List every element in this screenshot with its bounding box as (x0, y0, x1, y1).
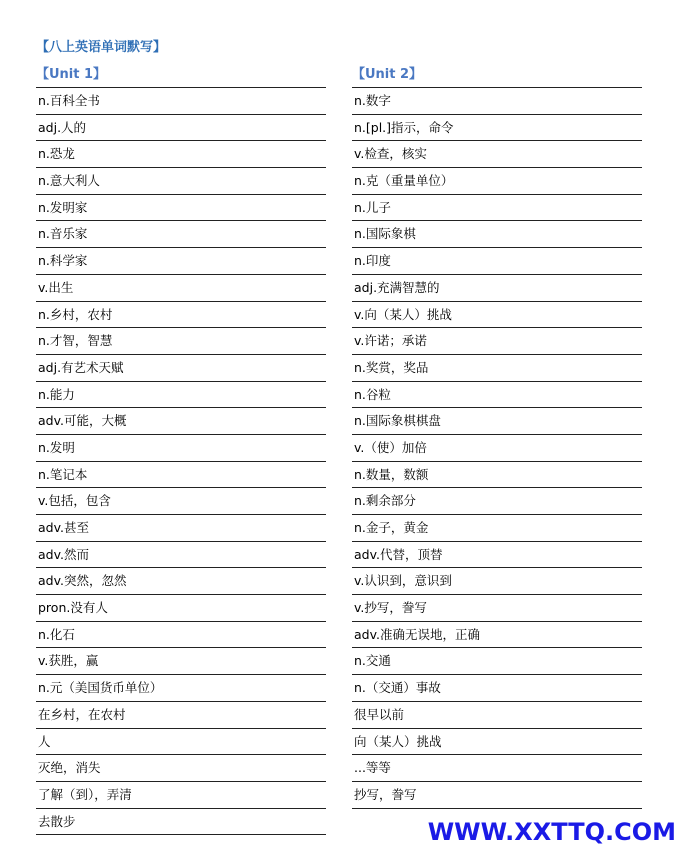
unit-2-item: v.向（某人）挑战 (352, 302, 642, 329)
unit-2-item: adj.充满智慧的 (352, 275, 642, 302)
unit-1-item: n.音乐家 (36, 221, 326, 248)
unit-1-item: adv.然而 (36, 542, 326, 569)
unit-1-item: n.笔记本 (36, 462, 326, 489)
site-watermark: WWW.XXTTQ.COM (427, 818, 676, 846)
unit-2-item: n.数量，数额 (352, 462, 642, 489)
unit-2-item: n.剩余部分 (352, 488, 642, 515)
unit-1-item: n.恐龙 (36, 141, 326, 168)
unit-1-header: 【Unit 1】 (36, 62, 326, 88)
unit-2-item: v.许诺；承诺 (352, 328, 642, 355)
unit-1-column (36, 62, 326, 835)
unit-2-item: ...等等 (352, 755, 642, 782)
unit-2-item: adv.代替，顶替 (352, 542, 642, 569)
unit-2-item: n.金子，黄金 (352, 515, 642, 542)
unit-2-item: n.谷粒 (352, 382, 642, 409)
page-title: 【八上英语单词默写】 (36, 40, 167, 55)
unit-2-item: v.（使）加倍 (352, 435, 642, 462)
unit-2-item: 向（某人）挑战 (352, 729, 642, 756)
unit-2-item: 很早以前 (352, 702, 642, 729)
unit-2-item: v.认识到，意识到 (352, 568, 642, 595)
unit-2-item: n.克（重量单位） (352, 168, 642, 195)
unit-2-column (352, 62, 642, 809)
unit-2-item: adv.准确无误地，正确 (352, 622, 642, 649)
unit-1-item: 了解（到），弄清 (36, 782, 326, 809)
unit-1-item: n.发明家 (36, 195, 326, 222)
unit-1-item: adv.突然，忽然 (36, 568, 326, 595)
unit-1-item: v.出生 (36, 275, 326, 302)
unit-2-item: n.数字 (352, 88, 642, 115)
unit-2-item: n.国际象棋 (352, 221, 642, 248)
unit-1-item: v.获胜，赢 (36, 648, 326, 675)
unit-1-item: n.发明 (36, 435, 326, 462)
unit-2-item: n.儿子 (352, 195, 642, 222)
unit-1-item: n.意大利人 (36, 168, 326, 195)
unit-1-item: adj.人的 (36, 115, 326, 142)
unit-1-item: 去散步 (36, 809, 326, 836)
unit-2-item: n.印度 (352, 248, 642, 275)
unit-1-item: 人 (36, 729, 326, 756)
unit-1-item: v.包括，包含 (36, 488, 326, 515)
unit-1-item: adv.可能，大概 (36, 408, 326, 435)
unit-1-item: n.乡村，农村 (36, 302, 326, 329)
unit-2-item: n.（交通）事故 (352, 675, 642, 702)
unit-1-item: n.百科全书 (36, 88, 326, 115)
unit-2-item: 抄写，誊写 (352, 782, 642, 809)
unit-1-item: n.化石 (36, 622, 326, 649)
unit-2-item: n.国际象棋棋盘 (352, 408, 642, 435)
unit-1-item: n.元（美国货币单位） (36, 675, 326, 702)
unit-1-item: 在乡村，在农村 (36, 702, 326, 729)
unit-1-item: n.科学家 (36, 248, 326, 275)
unit-1-item: adv.甚至 (36, 515, 326, 542)
unit-1-item: n.才智，智慧 (36, 328, 326, 355)
unit-1-item: pron.没有人 (36, 595, 326, 622)
unit-2-item: v.检查，核实 (352, 141, 642, 168)
unit-2-header: 【Unit 2】 (352, 62, 642, 88)
unit-2-item: n.[pl.]指示，命令 (352, 115, 642, 142)
unit-1-item: n.能力 (36, 382, 326, 409)
unit-2-item: n.交通 (352, 648, 642, 675)
unit-1-item: 灭绝，消失 (36, 755, 326, 782)
unit-1-item: adj.有艺术天赋 (36, 355, 326, 382)
unit-2-item: n.奖赏，奖品 (352, 355, 642, 382)
unit-2-item: v.抄写，誊写 (352, 595, 642, 622)
